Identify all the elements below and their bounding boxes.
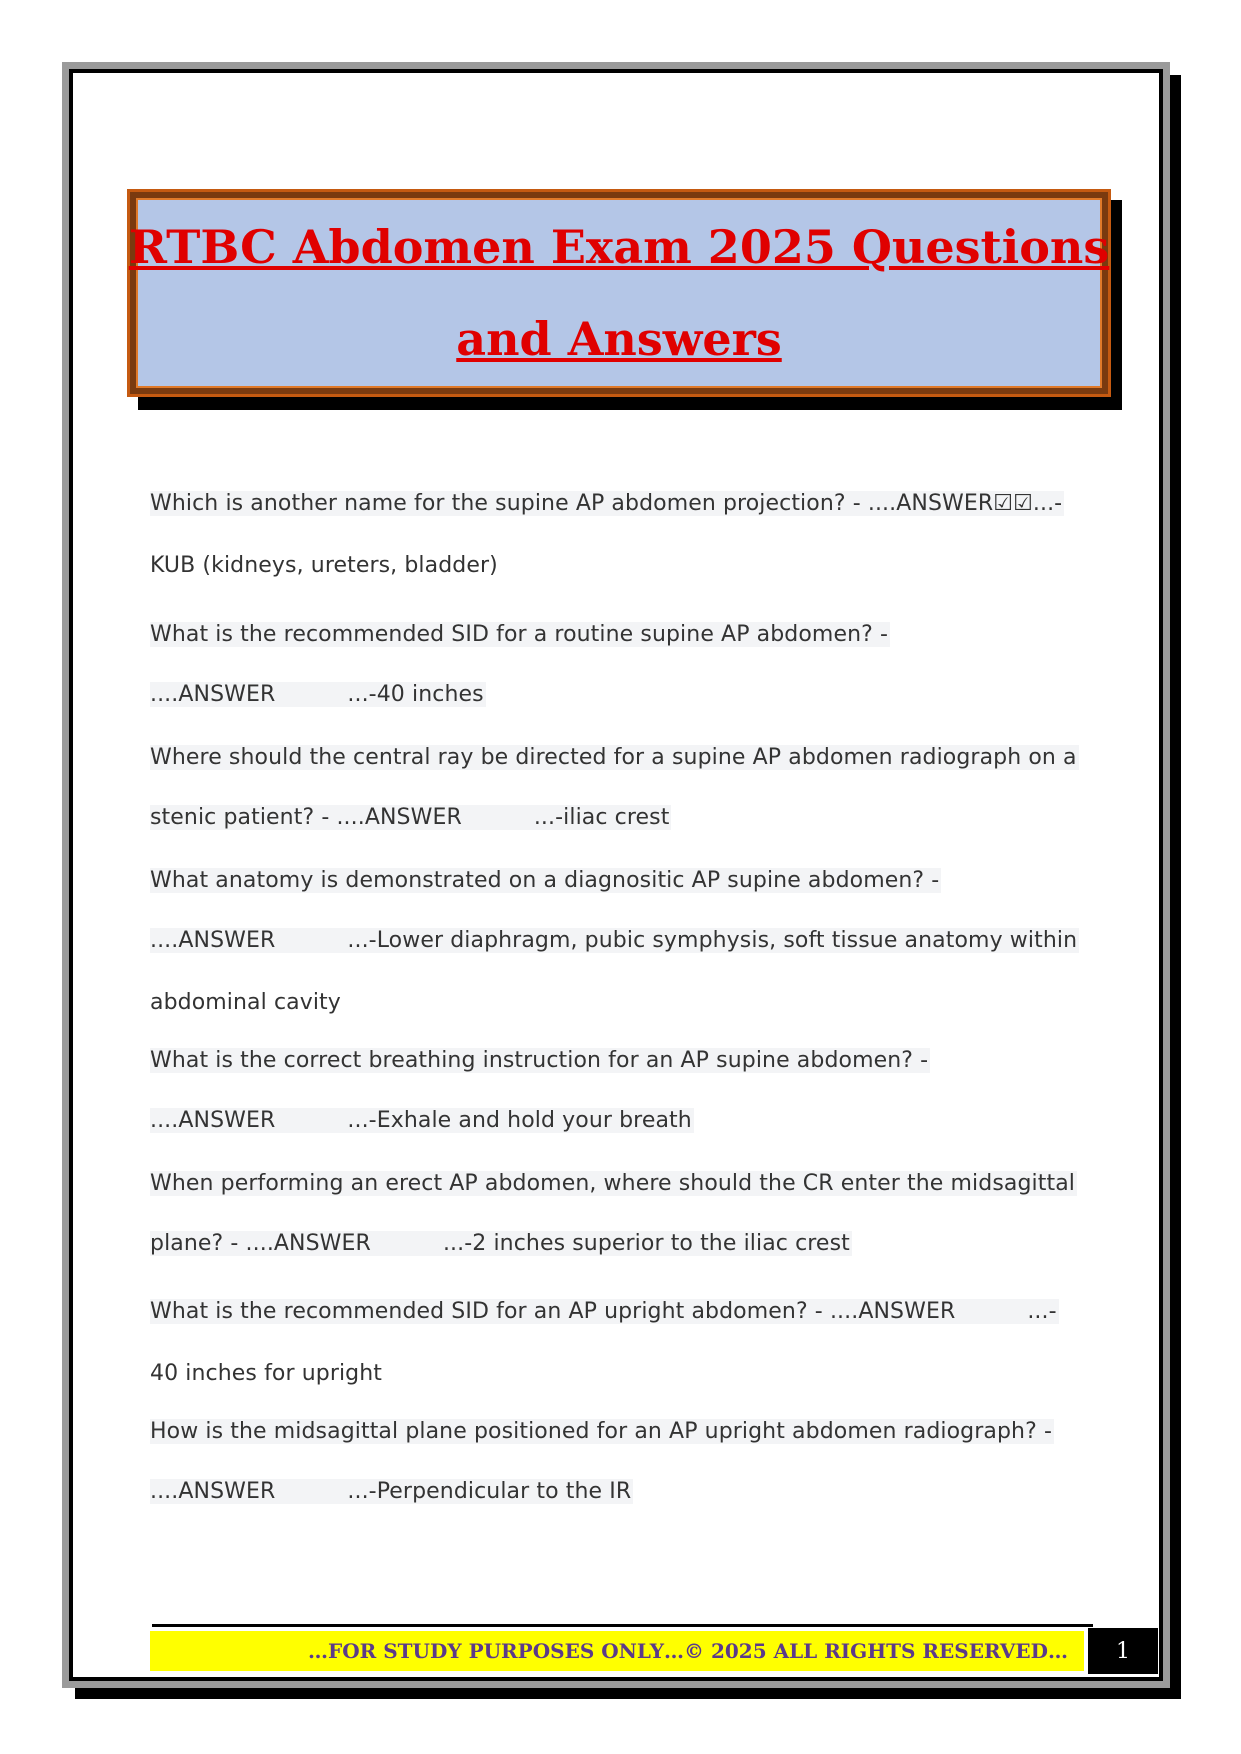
question-text: What is the recommended SID for an AP upright abdomen? - ....ANSWER — [150, 1299, 956, 1324]
answer-text: ...-40 inches — [347, 682, 484, 707]
answer-text: 40 inches for upright — [150, 1361, 383, 1386]
footer-divider — [152, 1624, 1093, 1627]
qa-item-1 — [150, 489, 1080, 581]
footer-band — [150, 1631, 1084, 1671]
answer-text: ...-2 inches superior to the iliac crest — [442, 1231, 850, 1256]
answer-prefix: ....ANSWER — [150, 1108, 276, 1133]
answer-prefix: stenic patient? - ....ANSWER — [150, 805, 462, 830]
question-tail: ...- — [1027, 1299, 1057, 1324]
page-number: 1 — [1088, 1628, 1158, 1674]
question-text: Where should the central ray be directed for a supine AP abdomen radiograph on a — [150, 745, 1077, 770]
document-title-line-2: and Answers — [456, 312, 782, 366]
answer-prefix: plane? - ....ANSWER — [150, 1231, 371, 1256]
qa-item-5 — [150, 1046, 1080, 1136]
answer-continuation: abdominal cavity — [150, 990, 341, 1015]
qa-item-4 — [150, 866, 1080, 1018]
answer-prefix: ....ANSWER — [150, 682, 276, 707]
question-text: When performing an erect AP abdomen, where should the CR enter the midsagittal — [150, 1171, 1075, 1196]
answer-text: ...-Perpendicular to the IR — [347, 1479, 632, 1504]
answer-text: ...-Lower diaphragm, pubic symphysis, soft tissue anatomy within — [347, 928, 1078, 953]
answer-prefix: ....ANSWER — [150, 1479, 276, 1504]
answer-text: ...-Exhale and hold your breath — [347, 1108, 692, 1133]
answer-text: ...-iliac crest — [533, 805, 670, 830]
question-text: What is the correct breathing instruction for an AP supine abdomen? - — [150, 1048, 929, 1073]
title-box — [127, 189, 1111, 397]
answer-prefix: ....ANSWER — [150, 928, 276, 953]
answer-text: KUB (kidneys, ureters, bladder) — [150, 553, 498, 578]
footer-text: …FOR STUDY PURPOSES ONLY…© 2025 ALL RIGHTS RESERVED… — [308, 1639, 1068, 1663]
qa-item-7 — [150, 1297, 1080, 1389]
question-text: Which is another name for the supine AP abdomen projection? - ....ANSWER☑☑...- — [150, 491, 1063, 516]
question-text: What anatomy is demonstrated on a diagnositic AP supine abdomen? - — [150, 868, 940, 893]
qa-item-2 — [150, 620, 1080, 710]
question-text: What is the recommended SID for a routine supine AP abdomen? - — [150, 622, 889, 647]
qa-item-8 — [150, 1417, 1080, 1507]
qa-item-3 — [150, 743, 1080, 833]
qa-item-6 — [150, 1169, 1080, 1259]
document-title-line-1: RTBC Abdomen Exam 2025 Questions — [128, 220, 1110, 274]
question-text: How is the midsagittal plane positioned for an AP upright abdomen radiograph? - — [150, 1419, 1052, 1444]
